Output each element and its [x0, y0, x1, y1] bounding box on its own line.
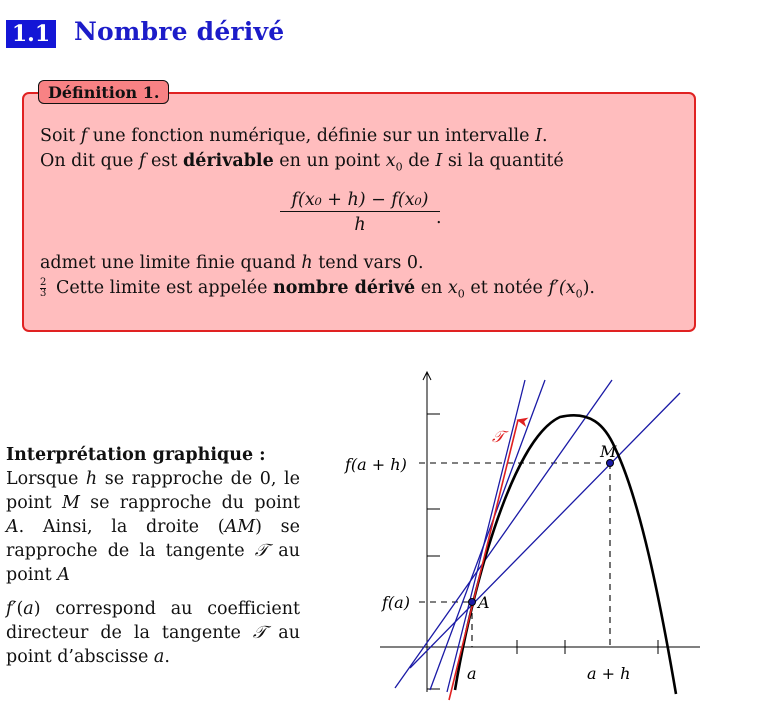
point-a	[469, 599, 476, 606]
label-point-m: M	[600, 442, 617, 461]
section-number: 1.1	[6, 20, 56, 48]
label-tangent-t: 𝒯	[492, 427, 505, 446]
definition-line-2: On dit que f est dérivable en un point $x_0$ de I si la quantité	[40, 151, 564, 174]
interpretation-paragraph-2: f′(a) correspond au coefficient directeur de la tangente 𝒯 au point d’abscisse a.	[6, 599, 300, 667]
label-a-plus-h: a + h	[587, 664, 631, 683]
interpretation-paragraph-1: Interprétation graphique : Lorsque h se rapproche de 0, le point M se rapproche du point A. Ainsi, la droite (AM) se rapproche de la tangente 𝒯 au point A	[6, 445, 301, 585]
fraction-denominator: h	[354, 215, 366, 235]
guide-lines	[419, 463, 610, 647]
tangent-line	[451, 420, 518, 692]
label-f-a-plus-h: f(a + h)	[345, 455, 407, 474]
definition-line-4: $\frac{2}{3}$ Cette limite est appelée nombre dérivé en $x_0$ et notée $f'(x_0)$.	[40, 277, 595, 301]
interpretation-heading: Interprétation graphique :	[6, 445, 266, 465]
definition-line-1: Soit f une fonction numérique, définie sur un intervalle I.	[40, 126, 548, 146]
label-a: a	[467, 664, 477, 683]
two-thirds-fraction: $\frac{2}{3}$	[40, 277, 47, 299]
fraction-period: .	[436, 208, 442, 228]
section-title: Nombre dérivé	[74, 17, 285, 46]
label-point-a: A	[478, 593, 490, 612]
definition-tag: Définition 1.	[38, 80, 169, 104]
fraction-numerator: f(x₀ + h) − f(x₀)	[280, 189, 440, 212]
label-f-a: f(a)	[382, 593, 410, 612]
definition-line-3: admet une limite finie quand h tend vars 0.	[40, 253, 424, 273]
secant-lines	[395, 380, 680, 692]
tangent-line-end	[449, 692, 451, 700]
